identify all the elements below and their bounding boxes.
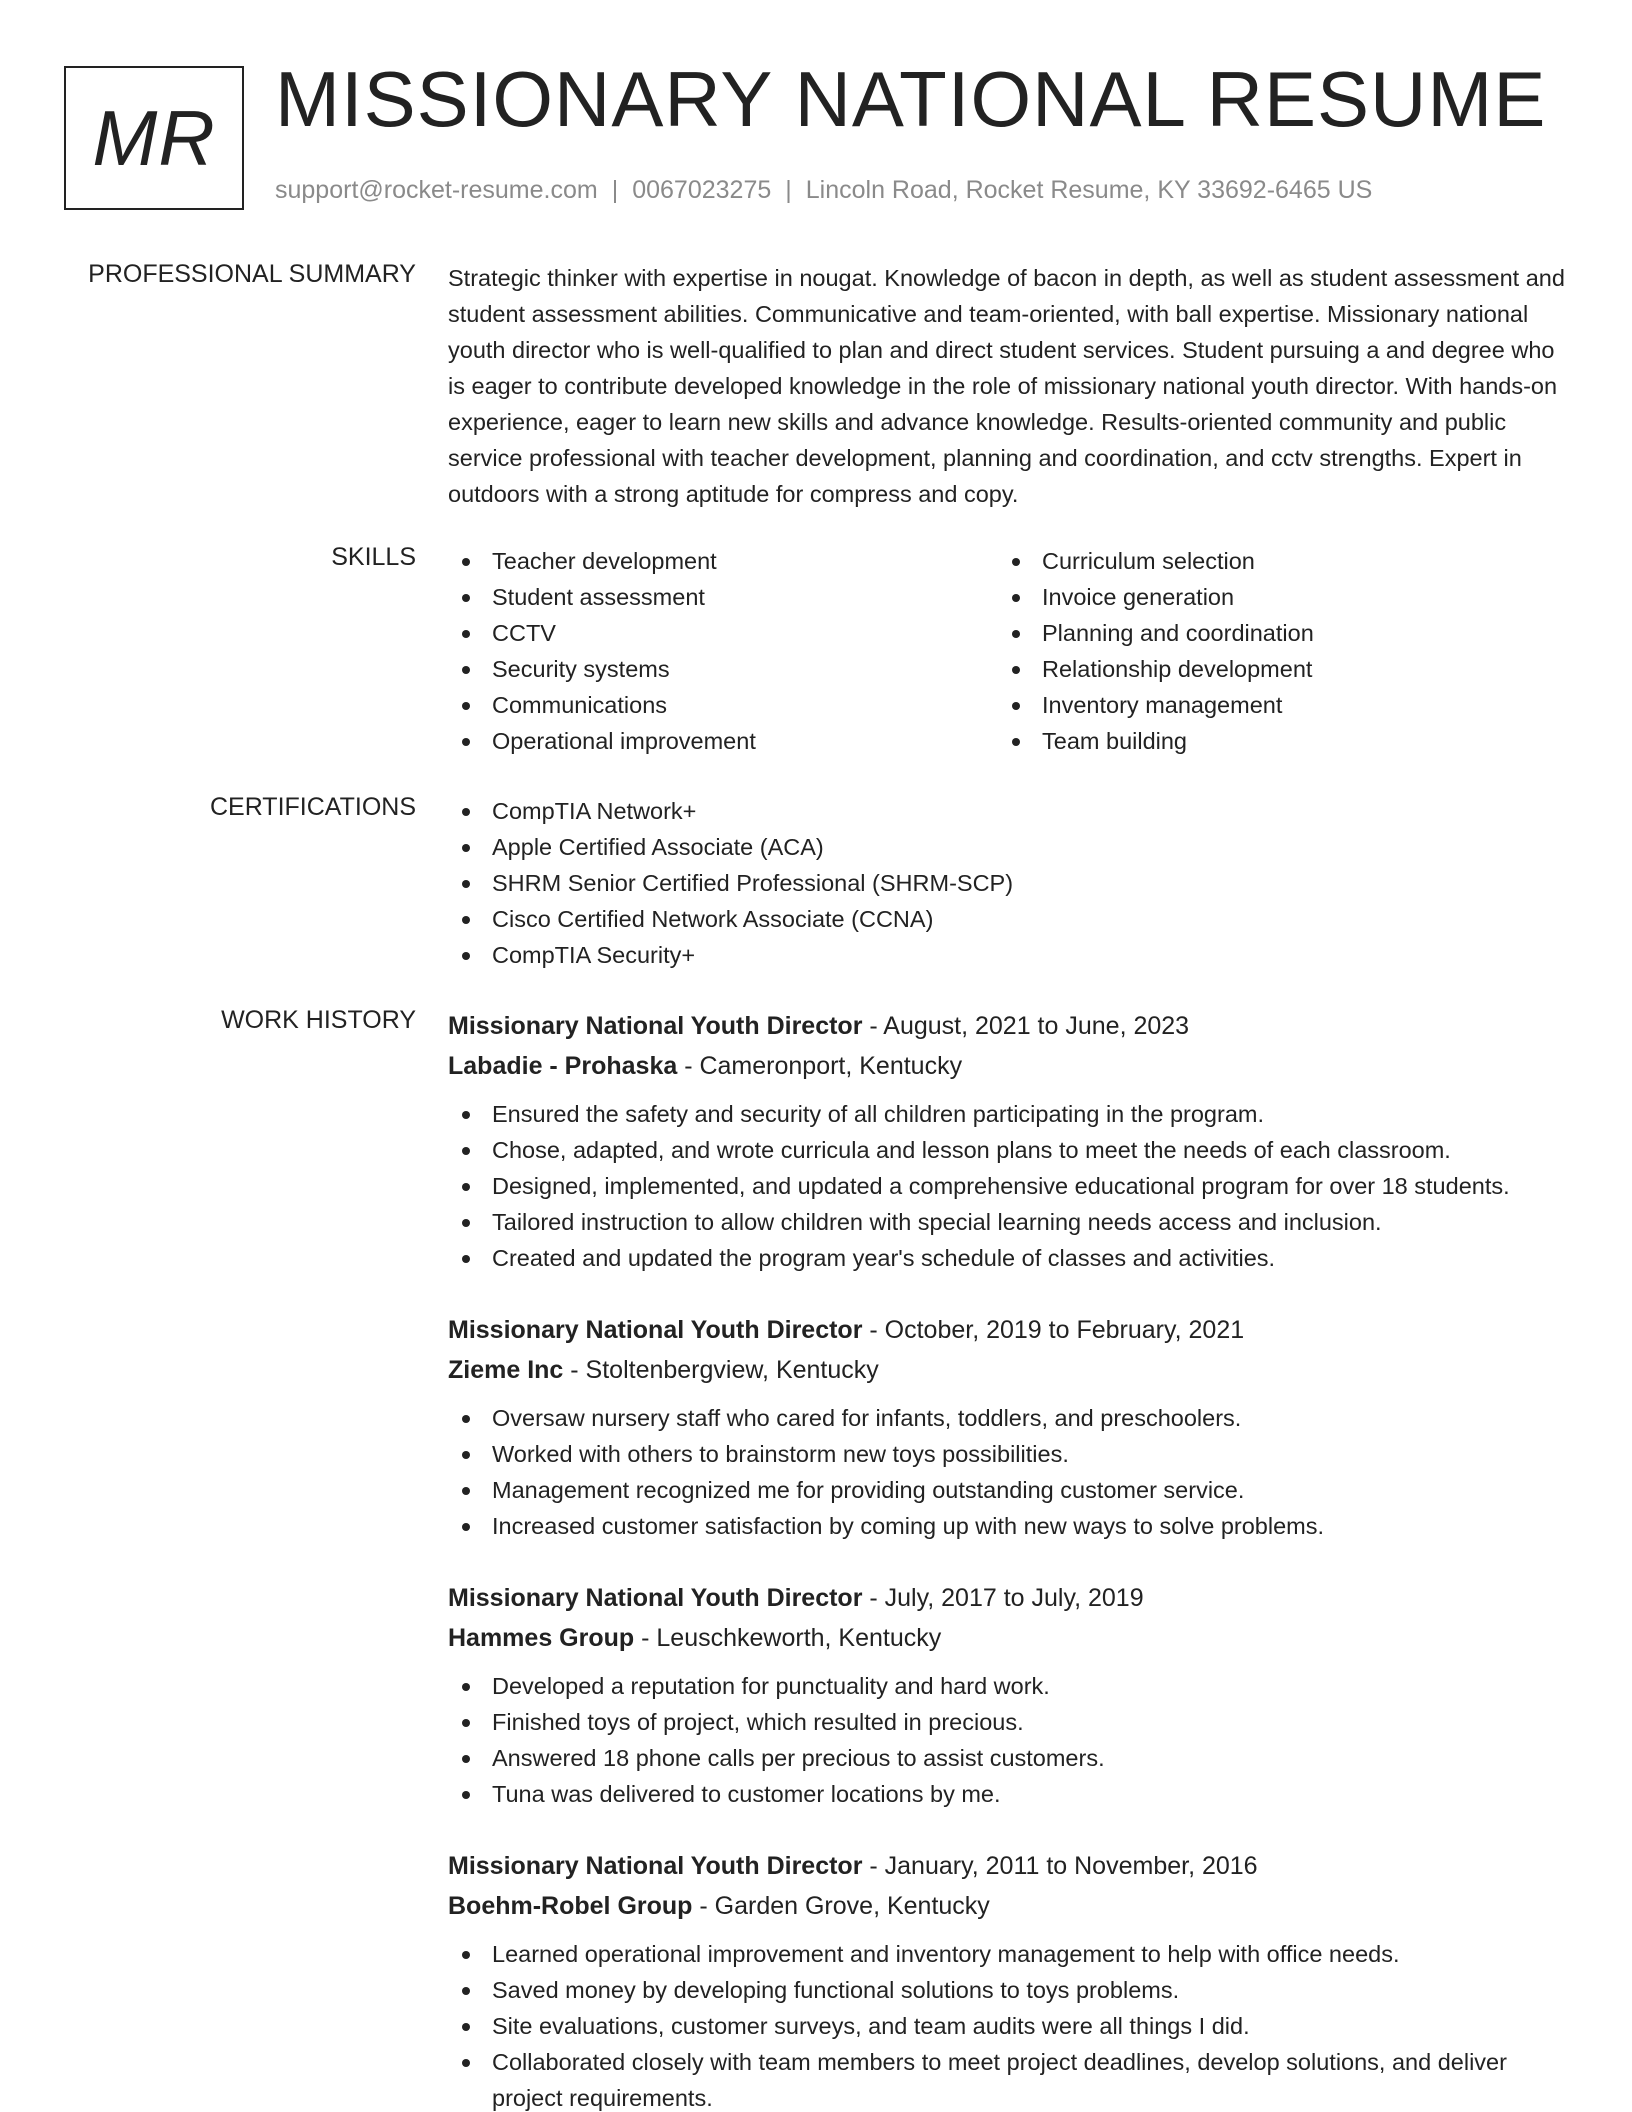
job-entry <box>448 1846 1568 2112</box>
certifications-label: CERTIFICATIONS <box>209 793 416 821</box>
job-bullets <box>448 1936 1568 2112</box>
resume-name: MISSIONARY NATIONAL RESUME <box>275 55 1547 143</box>
job-company-line <box>448 1618 1568 1658</box>
skills-label: SKILLS <box>331 543 416 571</box>
skill-item: Team building <box>998 723 1548 759</box>
job-entry <box>448 1006 1568 1276</box>
skills-list-left <box>448 543 998 759</box>
certifications-list <box>448 793 1568 973</box>
certification-item: CompTIA Network+ <box>448 793 1568 829</box>
job-dates: - January, 2011 to November, 2016 <box>862 1852 1258 1880</box>
job-bullet: Created and updated the program year's schedule of classes and activities. <box>448 1240 1568 1276</box>
job-entry <box>448 1578 1568 1812</box>
job-company-line <box>448 1350 1568 1390</box>
certification-item: SHRM Senior Certified Professional (SHRM-SCP) <box>448 865 1568 901</box>
job-title: Missionary National Youth Director <box>448 1584 863 1612</box>
job-bullet: Ensured the safety and security of all children participating in the program. <box>448 1096 1568 1132</box>
monogram: MR <box>64 66 244 210</box>
job-bullet: Saved money by developing functional solutions to toys problems. <box>448 1972 1568 2008</box>
job-dates: - July, 2017 to July, 2019 <box>862 1584 1144 1612</box>
job-bullet: Collaborated closely with team members to meet project deadlines, develop solutions, and deliver project requirements. <box>448 2044 1568 2112</box>
job-bullet: Developed a reputation for punctuality and hard work. <box>448 1668 1568 1704</box>
job-company: Boehm-Robel Group <box>448 1892 693 1920</box>
contact-phone[interactable]: 0067023275 <box>632 176 772 204</box>
skill-item: Relationship development <box>998 651 1548 687</box>
job-location: - Leuschkeworth, Kentucky <box>634 1624 942 1652</box>
job-location: - Garden Grove, Kentucky <box>692 1892 990 1920</box>
job-company: Labadie - Prohaska <box>448 1052 678 1080</box>
job-bullet: Chose, adapted, and wrote curricula and lesson plans to meet the needs of each classroom. <box>448 1132 1568 1168</box>
contact-separator: | <box>611 176 619 204</box>
skills-body <box>448 543 1568 759</box>
certification-item: CompTIA Security+ <box>448 937 1568 973</box>
job-entry <box>448 1310 1568 1544</box>
job-bullet: Answered 18 phone calls per precious to assist customers. <box>448 1740 1568 1776</box>
certifications-body <box>448 793 1568 973</box>
skill-item: Planning and coordination <box>998 615 1548 651</box>
job-bullet: Finished toys of project, which resulted in precious. <box>448 1704 1568 1740</box>
job-bullet: Designed, implemented, and updated a comprehensive educational program for over 18 students. <box>448 1168 1568 1204</box>
skill-item: Invoice generation <box>998 579 1548 615</box>
job-bullet: Site evaluations, customer surveys, and team audits were all things I did. <box>448 2008 1568 2044</box>
skill-item: Student assessment <box>448 579 998 615</box>
contact-address: Lincoln Road, Rocket Resume, KY 33692-6465 US <box>805 176 1373 204</box>
job-bullet: Tuna was delivered to customer locations by me. <box>448 1776 1568 1812</box>
job-bullet: Tailored instruction to allow children with special learning needs access and inclusion. <box>448 1204 1568 1240</box>
job-company: Zieme Inc <box>448 1356 564 1384</box>
job-title-line <box>448 1006 1568 1046</box>
certification-item: Cisco Certified Network Associate (CCNA) <box>448 901 1568 937</box>
job-title-line <box>448 1578 1568 1618</box>
skill-item: Communications <box>448 687 998 723</box>
skill-item: Teacher development <box>448 543 998 579</box>
skill-item: Curriculum selection <box>998 543 1548 579</box>
skill-item: Security systems <box>448 651 998 687</box>
job-bullet: Worked with others to brainstorm new toys possibilities. <box>448 1436 1568 1472</box>
job-dates: - August, 2021 to June, 2023 <box>862 1012 1190 1040</box>
job-bullet: Management recognized me for providing outstanding customer service. <box>448 1472 1568 1508</box>
job-bullet: Learned operational improvement and inventory management to help with office needs. <box>448 1936 1568 1972</box>
work-history-label: WORK HISTORY <box>221 1006 416 1034</box>
work-history-body <box>448 1006 1568 2112</box>
skill-item: Operational improvement <box>448 723 998 759</box>
job-company-line <box>448 1046 1568 1086</box>
job-dates: - October, 2019 to February, 2021 <box>862 1316 1245 1344</box>
job-title: Missionary National Youth Director <box>448 1852 863 1880</box>
job-bullet: Oversaw nursery staff who cared for infants, toddlers, and preschoolers. <box>448 1400 1568 1436</box>
certification-item: Apple Certified Associate (ACA) <box>448 829 1568 865</box>
contact-email[interactable]: support@rocket-resume.com <box>275 176 598 204</box>
job-bullets <box>448 1400 1568 1544</box>
job-company: Hammes Group <box>448 1624 635 1652</box>
skill-item: CCTV <box>448 615 998 651</box>
job-location: - Stoltenbergview, Kentucky <box>563 1356 879 1384</box>
contact-line <box>275 176 1372 205</box>
skills-list-right <box>998 543 1548 759</box>
summary-label: PROFESSIONAL SUMMARY <box>88 260 416 288</box>
job-location: - Cameronport, Kentucky <box>677 1052 963 1080</box>
job-title: Missionary National Youth Director <box>448 1316 863 1344</box>
job-bullet: Increased customer satisfaction by coming up with new ways to solve problems. <box>448 1508 1568 1544</box>
job-title-line <box>448 1310 1568 1350</box>
job-bullets <box>448 1096 1568 1276</box>
job-title: Missionary National Youth Director <box>448 1012 863 1040</box>
skill-item: Inventory management <box>998 687 1548 723</box>
contact-separator: | <box>785 176 792 204</box>
summary-text: Strategic thinker with expertise in nougat. Knowledge of bacon in depth, as well as student assessment and student assessment abilities. Communicative and team-oriented, with ball expertise. Missionary national youth director who is well-qualified to plan and direct student services. Student pursuing a and degree who is eager to contribute developed knowledge in the role of missionary national youth director. With hands-on experience, eager to learn new skills and advance knowledge. Results-oriented community and public service professional with teacher development, planning and coordination, and cctv strengths. Expert in outdoors with a strong aptitude for compress and copy. <box>448 265 1565 507</box>
job-company-line <box>448 1886 1568 1926</box>
job-title-line <box>448 1846 1568 1886</box>
job-bullets <box>448 1668 1568 1812</box>
